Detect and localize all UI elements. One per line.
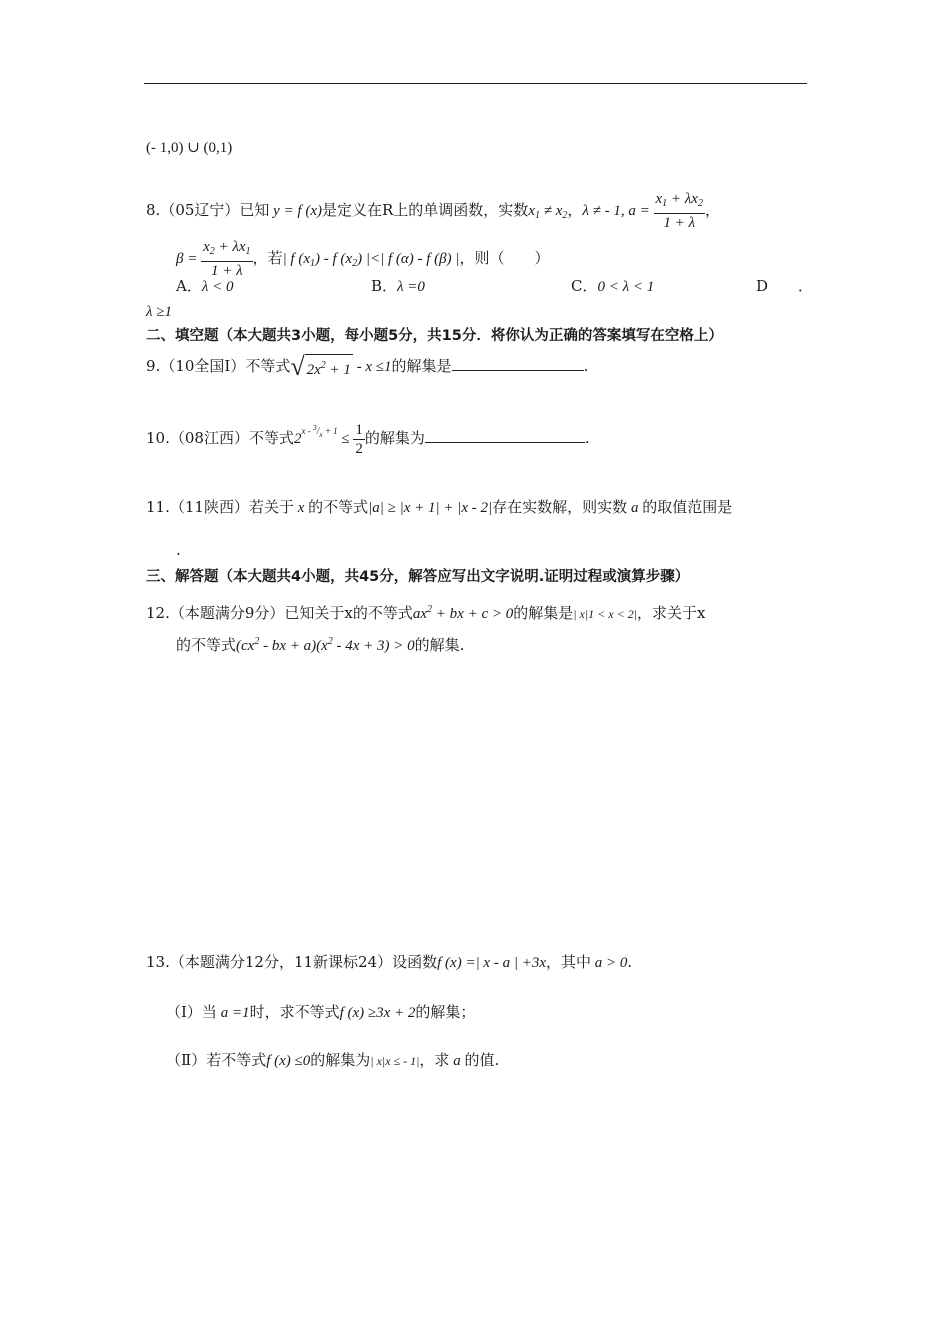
- math-alpha-frac: $\frac{x_1 + \lambda x_2}{1 + \lambda}$: [655, 191, 703, 231]
- math-set-le-neg1: | x|x ≤ - 1|: [370, 1054, 420, 1068]
- answer-blank-9[interactable]: [452, 356, 584, 371]
- question-13-part1: （Ⅰ）当 a =1时，求不等式f (x) ≥3x + 2的解集；: [166, 1003, 476, 1021]
- math-half: $\frac{1}{2}$: [355, 421, 363, 457]
- option-d: D ．: [756, 277, 814, 295]
- question-11: 11.（11陕西）若关于 x 的不等式|a| ≥ |x + 1| + |x - 2|存在实数解，则实数 a 的取值范围是: [146, 498, 733, 516]
- math-abs-ineq: | f $(x_1)$ - f $(x_2)$ |<| f (α) - f (β) |: [282, 251, 460, 269]
- math-quad-ineq: $ax^2$ + bx + c > 0: [412, 604, 514, 622]
- math-sqrt-ineq: √ $2x^2 + 1$: [290, 352, 351, 381]
- math-exp-ineq: $2^{x - ^3/_x + 1}$ ≤: [293, 423, 354, 447]
- option-a: A．λ < 0: [176, 277, 234, 295]
- math-lambda-cond: λ ≠ - 1, a =: [582, 203, 654, 219]
- math-beta: β =: [176, 251, 202, 267]
- question-12-line2: 的不等式($cx^2$ - bx + $a)(x^2 - 4x + 3) > 0$的解集.: [176, 636, 465, 654]
- question-11-end: .: [176, 541, 181, 559]
- math-y-fx: y = f (x): [269, 203, 323, 219]
- question-13: 13.（本题满分12分，11新课标24）设函数f (x) =| x - a | +3x，其中 a > 0.: [146, 953, 633, 971]
- option-d-value: λ ≥1: [146, 304, 172, 320]
- question-13-part2: （Ⅱ）若不等式f (x) ≤0的解集为| x|x ≤ - 1|，求 a 的值.: [166, 1051, 500, 1069]
- prev-answer: (- 1,0) ∪ (0,1): [146, 140, 233, 156]
- question-8: 8.（05辽宁）已知 y = f (x)是定义在R上的单调函数，实数$x_1 \ne x_2$，λ ≠ - 1, a = $\frac{x_1 + \lambda x_2}{1 + \lambda}$ ，: [146, 191, 720, 231]
- math-set-1-2: | x|1 < x < 2|: [573, 607, 637, 621]
- question-10: 10.（08江西）不等式$2^{x - ^3/_x + 1}$ ≤ $\frac{1}{2}$ 的解集为 .: [146, 421, 590, 457]
- question-8-options: [176, 276, 813, 297]
- answer-blank-10[interactable]: [425, 428, 585, 443]
- math-part2-ineq: f (x) ≤0: [266, 1053, 311, 1069]
- header-rule: [144, 83, 807, 84]
- question-9: 9.（10全国Ⅰ）不等式√ $2x^2 + 1 - x \le 1$的解集是 .: [146, 352, 589, 381]
- math-abs-a-ineq: |a| ≥ |x + 1| + |x - 2|: [368, 500, 493, 516]
- math-part1-ineq: f (x) ≥3x + 2: [339, 1005, 416, 1021]
- math-fx-def: f (x) =| x - a | +3x: [437, 955, 546, 971]
- question-8-line2: β = $\frac{x_2 + \lambda x_1}{1 + \lambda}$ ，若| f $(x_1)$ - f $(x_2)$ |<| f (α) - f (β) |，则（ ）: [176, 239, 550, 279]
- section-3-title: 三、解答题（本大题共4小题，共45分，解答应写出文字说明.证明过程或演算步骤）: [146, 569, 690, 585]
- section-2-title: 二、填空题（本大题共3小题，每小题5分，共15分．将你认为正确的答案填写在空格上）: [146, 328, 723, 344]
- option-b: B．λ =0: [371, 277, 425, 295]
- question-12: 12.（本题满分9分）已知关于x的不等式$ax^2$ + bx + c > 0的解集是| x|1 < x < 2|，求关于x: [146, 604, 706, 622]
- option-c: C．0 < λ < 1: [571, 277, 655, 295]
- math-product-ineq: ($cx^2$ - bx + $a)(x^2 - 4x + 3) > 0$: [236, 636, 415, 654]
- math-x1-neq-x2: $x_1 \ne x_2$: [528, 203, 568, 221]
- math-beta-frac: $\frac{x_2 + \lambda x_1}{1 + \lambda}$: [203, 239, 251, 279]
